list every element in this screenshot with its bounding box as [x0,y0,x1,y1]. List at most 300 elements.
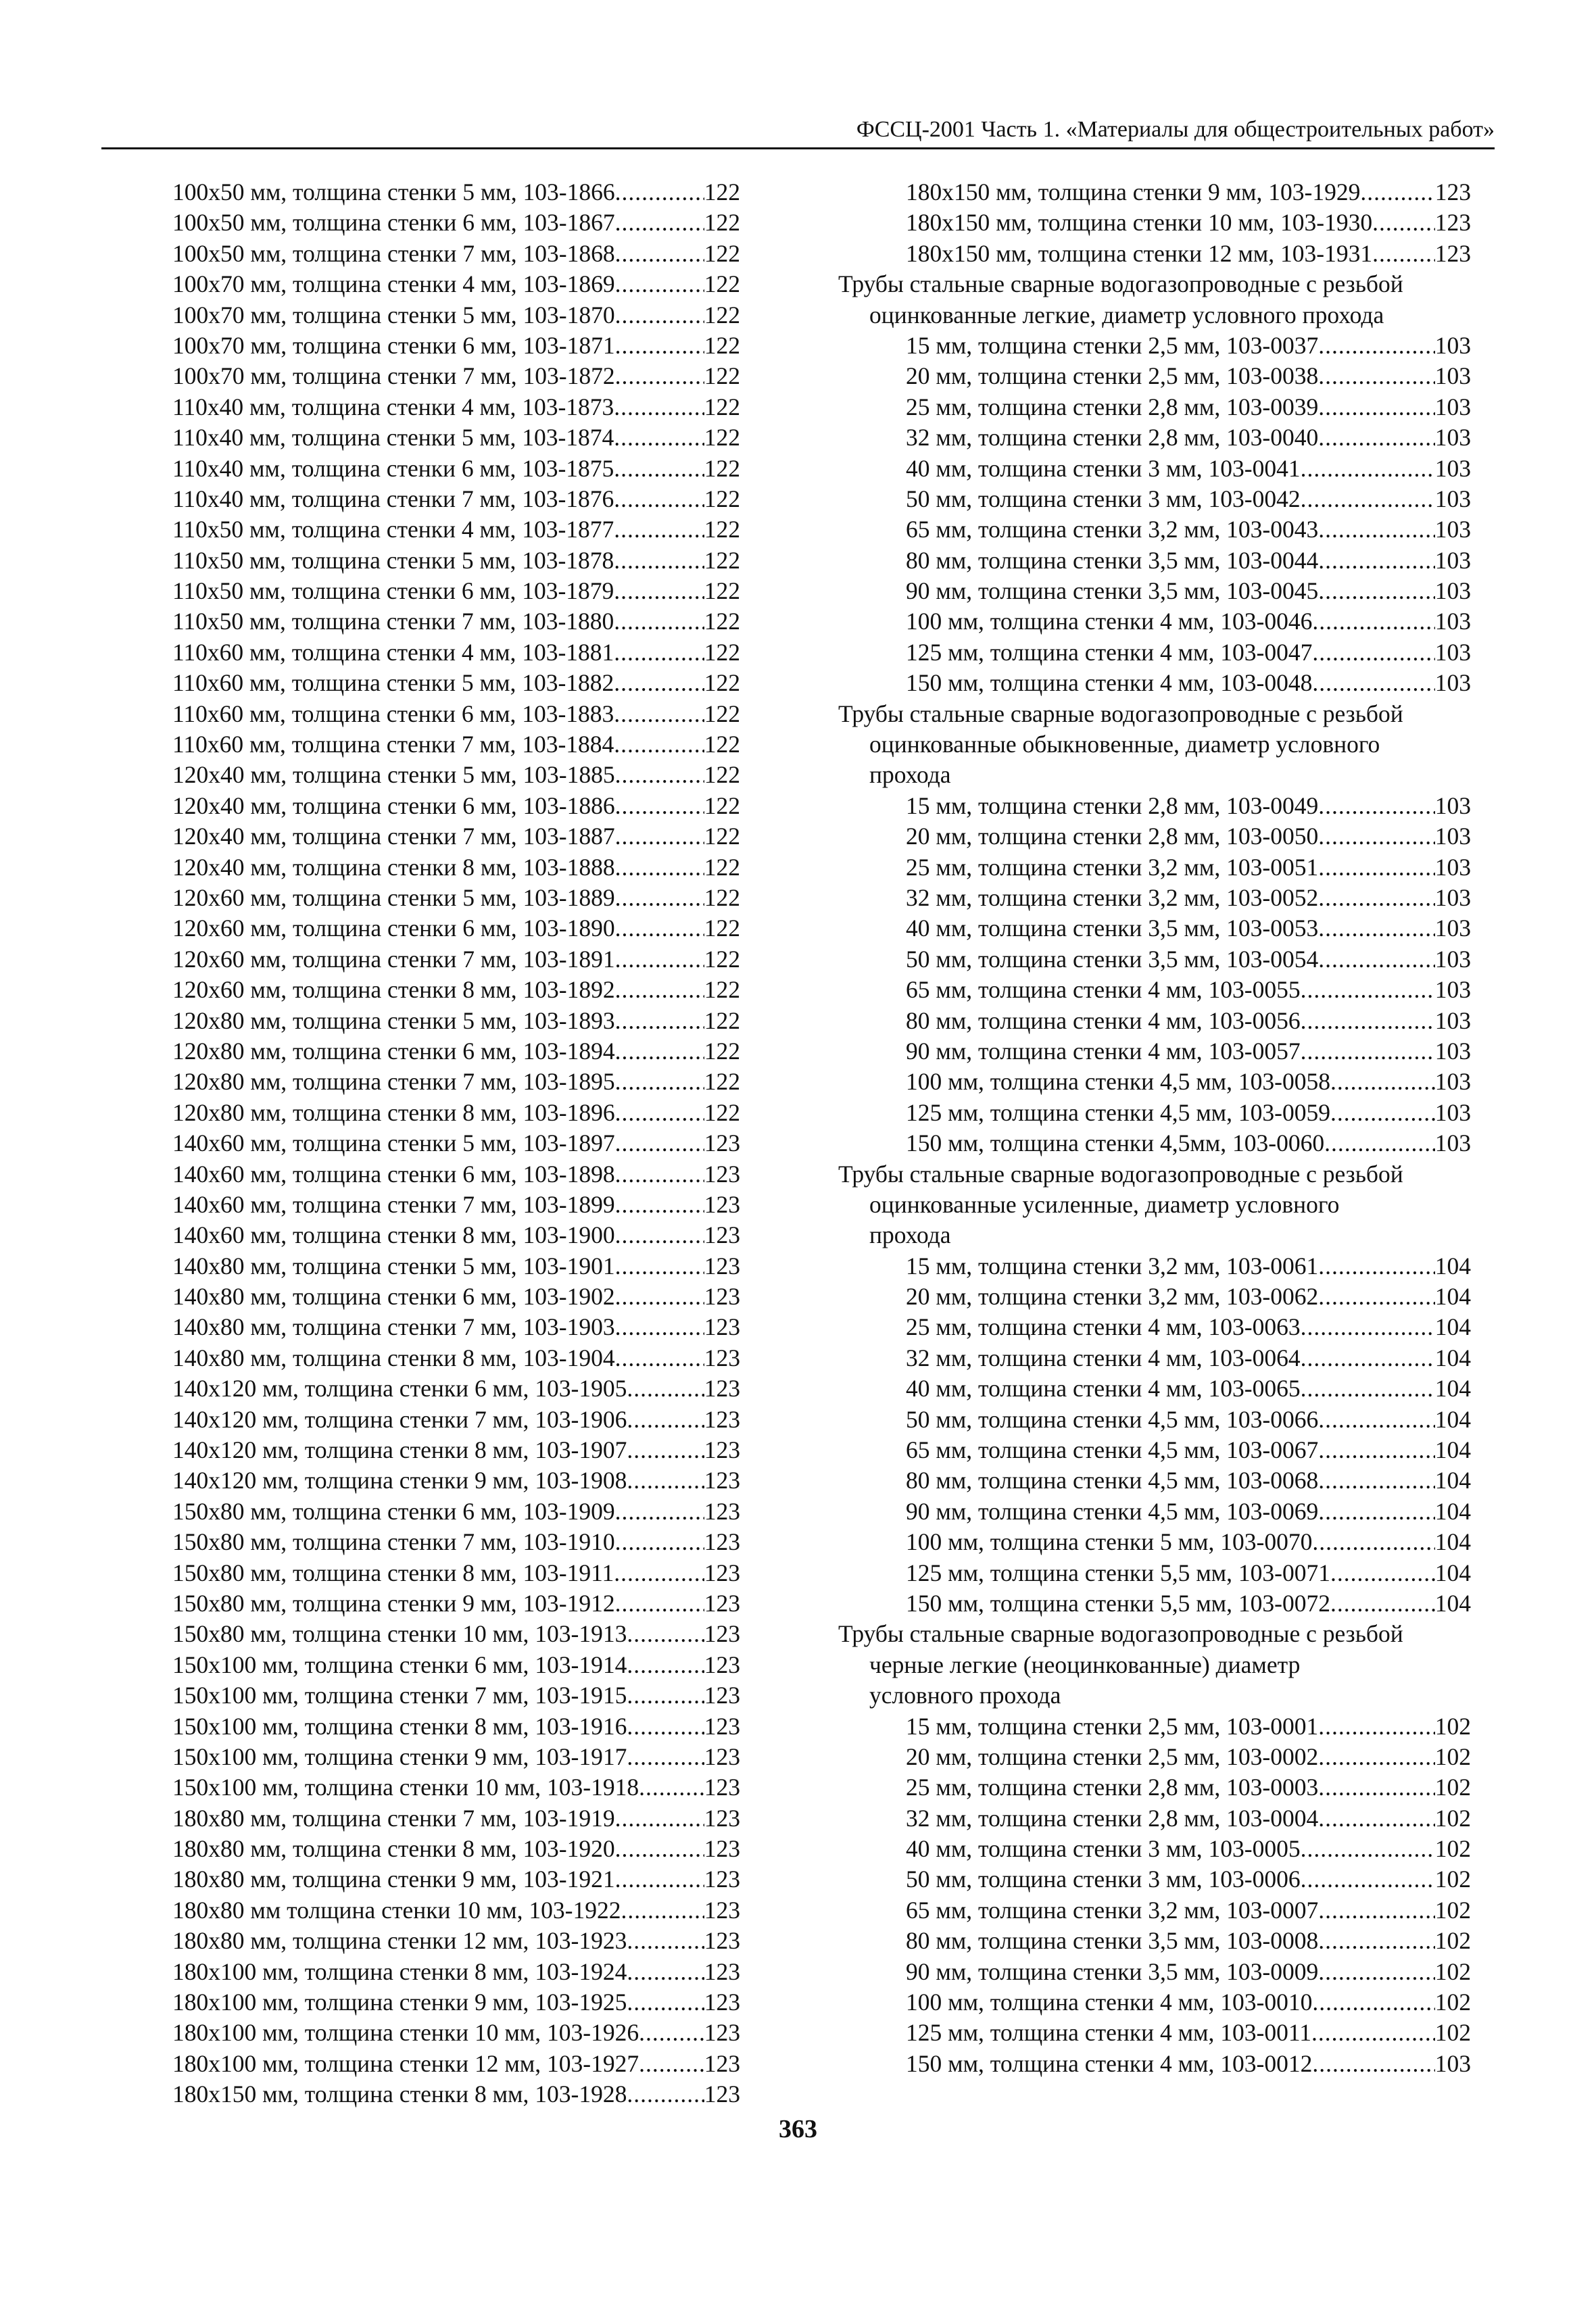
dot-leader [614,576,704,606]
dot-leader [614,699,704,729]
entry-page-ref: 103 [1434,516,1471,543]
entry-page-ref: 102 [1434,2019,1471,2047]
dot-leader [1330,1098,1435,1128]
index-entry [172,2018,740,2048]
index-entry [838,1926,1471,1956]
entry-text: 150 мм, толщина стенки 5,5 мм, 103-0072 [906,1589,1330,1617]
dot-leader [615,944,704,975]
index-entry [172,269,740,299]
dot-leader [1301,1834,1435,1864]
dot-leader [627,1711,704,1742]
entry-text: 180x100 мм, толщина стенки 12 мм, 103-1927 [172,2049,639,2077]
dot-leader [627,1405,704,1435]
entry-text: 180x150 мм, толщина стенки 8 мм, 103-1928 [172,2080,627,2108]
dot-leader [627,1619,704,1649]
entry-text: 32 мм, толщина стенки 3,2 мм, 103-0052 [906,883,1319,911]
index-entry [172,1496,740,1527]
entry-page-ref: 104 [1434,1405,1471,1433]
entry-page-ref: 123 [704,1405,740,1433]
index-entry [172,821,740,852]
entry-text: 20 мм, толщина стенки 2,5 мм, 103-0002 [906,1743,1319,1770]
entry-text: 15 мм, толщина стенки 3,2 мм, 103-0061 [906,1252,1319,1280]
index-entry [838,668,1471,698]
entry-page-ref: 103 [1434,608,1471,635]
entry-text: 180x150 мм, толщина стенки 10 мм, 103-1930 [906,209,1373,237]
entry-page-ref: 122 [704,362,740,390]
dot-leader [1301,1373,1435,1404]
index-entry [838,545,1471,576]
index-entry [172,760,740,790]
entry-text: 15 мм, толщина стенки 2,8 мм, 103-0049 [906,791,1319,819]
dot-leader [1318,1742,1435,1772]
index-entry [838,2018,1471,2048]
index-entry [838,944,1471,975]
entry-page-ref: 123 [704,1620,740,1648]
entry-text: 100x70 мм, толщина стенки 6 мм, 103-1871 [172,331,615,359]
entry-page-ref: 122 [704,700,740,727]
entry-text: 20 мм, толщина стенки 3,2 мм, 103-0062 [906,1283,1319,1311]
entry-text: 25 мм, толщина стенки 2,8 мм, 103-0003 [906,1774,1319,1801]
index-entry [172,1190,740,1220]
dot-leader [615,1098,704,1128]
index-entry [172,177,740,208]
dot-leader [639,2018,704,2048]
entry-page-ref: 103 [1434,853,1471,881]
entry-page-ref: 104 [1434,1344,1471,1371]
entry-text: 80 мм, толщина стенки 3,5 мм, 103-0008 [906,1927,1319,1955]
dot-leader [1318,1465,1435,1496]
entry-text: 180x80 мм толщина стенки 10 мм, 103-1922 [172,1896,621,1924]
index-entry [838,606,1471,637]
dot-leader [627,1742,704,1772]
entry-page-ref: 123 [704,1927,740,1955]
dot-leader [615,1496,704,1527]
entry-page-ref: 123 [704,1989,740,2016]
index-entry [172,1680,740,1711]
entry-page-ref: 122 [704,239,740,267]
entry-text: 110x60 мм, толщина стенки 4 мм, 103-1881 [172,638,614,666]
index-entry [172,1711,740,1742]
index-entry [838,975,1471,1005]
entry-page-ref: 123 [704,1436,740,1464]
index-entry [172,1834,740,1864]
index-entry [172,729,740,760]
entry-page-ref: 122 [704,915,740,942]
index-entry [838,1465,1471,1496]
entry-text: 65 мм, толщина стенки 4,5 мм, 103-0067 [906,1436,1319,1464]
entry-page-ref: 103 [1434,485,1471,512]
index-entry [172,331,740,361]
entry-text: 65 мм, толщина стенки 4 мм, 103-0055 [906,976,1301,1004]
index-entry [838,852,1471,883]
index-entry [838,791,1471,821]
entry-page-ref: 102 [1434,1866,1471,1893]
index-entry [172,454,740,484]
entry-text: 140x60 мм, толщина стенки 8 мм, 103-1900 [172,1221,615,1249]
entry-text: 150x100 мм, толщина стенки 8 мм, 103-1916 [172,1712,627,1740]
entry-page-ref: 102 [1434,1957,1471,1985]
entry-page-ref: 123 [704,1896,740,1924]
entry-text: 120x40 мм, толщина стенки 7 мм, 103-1887 [172,823,615,850]
entry-page-ref: 103 [1434,823,1471,850]
entry-page-ref: 103 [1434,1037,1471,1065]
entry-page-ref: 104 [1434,1467,1471,1494]
entry-text: 120x80 мм, толщина стенки 6 мм, 103-1894 [172,1037,615,1065]
dot-leader [1318,514,1435,545]
entry-text: 100 мм, толщина стенки 4 мм, 103-0046 [906,608,1313,635]
entry-text: 120x40 мм, толщина стенки 5 мм, 103-1885 [172,761,615,789]
entry-page-ref: 103 [1434,638,1471,666]
entry-text: 40 мм, толщина стенки 3 мм, 103-0005 [906,1835,1301,1863]
index-entry [172,1282,740,1312]
dot-leader [615,1834,704,1864]
index-entry [838,1343,1471,1373]
entry-text: 120x60 мм, толщина стенки 8 мм, 103-1892 [172,976,615,1004]
entry-page-ref: 123 [1434,209,1471,237]
section-heading: черные легкие (неоцинкованные) диаметр [869,1651,1301,1678]
entry-page-ref: 122 [704,454,740,482]
entry-page-ref: 123 [704,1190,740,1218]
index-entry [172,1742,740,1772]
dot-leader [1318,545,1435,576]
dot-leader [627,1680,704,1711]
dot-leader [1312,668,1434,698]
entry-page-ref: 104 [1434,1283,1471,1311]
dot-leader [639,2049,704,2079]
dot-leader [615,1067,704,1097]
entry-text: 140x80 мм, толщина стенки 5 мм, 103-1901 [172,1252,615,1280]
section-heading: оцинкованные усиленные, диаметр условного [869,1190,1340,1218]
index-entry [172,392,740,422]
index-entry [838,1496,1471,1527]
entry-page-ref: 122 [704,976,740,1004]
index-entry [172,1957,740,1987]
entry-text: 50 мм, толщина стенки 3 мм, 103-0042 [906,485,1301,512]
dot-leader [614,606,704,637]
entry-page-ref: 103 [1434,362,1471,390]
dot-leader [1324,1128,1435,1159]
entry-page-ref: 103 [1434,577,1471,605]
entry-page-ref: 104 [1434,1497,1471,1525]
dot-leader [1318,791,1435,821]
index-entry [172,1772,740,1803]
entry-page-ref: 122 [704,823,740,850]
dot-leader [615,1128,704,1159]
entry-page-ref: 122 [704,577,740,605]
index-entry [172,1373,740,1404]
index-entry [172,944,740,975]
entry-text: 110x50 мм, толщина стенки 7 мм, 103-1880 [172,608,614,635]
entry-text: 150x80 мм, толщина стенки 7 мм, 103-1910 [172,1528,615,1556]
entry-page-ref: 122 [704,791,740,819]
entry-page-ref: 123 [704,1957,740,1985]
entry-page-ref: 122 [704,1098,740,1126]
dot-leader [1330,1558,1435,1588]
entry-page-ref: 103 [1434,2049,1471,2077]
entry-text: 150 мм, толщина стенки 4 мм, 103-0048 [906,669,1313,697]
dot-leader [1318,1772,1435,1803]
dot-leader [615,1220,704,1250]
section-heading: Трубы стальные сварные водогазопроводные с резьбой [838,1620,1403,1648]
dot-leader [1318,1711,1435,1742]
entry-text: 125 мм, толщина стенки 5,5 мм, 103-0071 [906,1559,1330,1586]
dot-leader [614,514,704,545]
entry-text: 150x100 мм, толщина стенки 6 мм, 103-1914 [172,1651,627,1678]
entry-text: 100x50 мм, толщина стенки 6 мм, 103-1867 [172,209,615,237]
index-entry [838,208,1471,238]
section-heading: прохода [869,761,951,789]
dot-leader [615,1036,704,1067]
dot-leader [1318,422,1435,453]
entry-text: 65 мм, толщина стенки 3,2 мм, 103-0007 [906,1896,1319,1924]
entry-page-ref: 123 [704,1221,740,1249]
dot-leader [627,1926,704,1956]
dot-leader [627,1957,704,1987]
entry-text: 110x50 мм, толщина стенки 6 мм, 103-1879 [172,577,614,605]
index-entry [172,1588,740,1619]
entry-text: 90 мм, толщина стенки 4 мм, 103-0057 [906,1037,1301,1065]
entry-text: 100 мм, толщина стенки 4 мм, 103-0010 [906,1989,1313,2016]
index-entry [172,545,740,576]
entry-text: 125 мм, толщина стенки 4 мм, 103-0047 [906,638,1313,666]
entry-page-ref: 122 [704,209,740,237]
entry-text: 110x40 мм, толщина стенки 6 мм, 103-1875 [172,454,614,482]
index-entry [838,1772,1471,1803]
index-entry [172,576,740,606]
dot-leader [1312,606,1434,637]
index-entry [172,1405,740,1435]
entry-text: 180x80 мм, толщина стенки 8 мм, 103-1920 [172,1835,615,1863]
dot-leader [615,975,704,1005]
entry-text: 40 мм, толщина стенки 3 мм, 103-0041 [906,454,1301,482]
dot-leader [614,422,704,453]
entry-page-ref: 123 [704,1774,740,1801]
dot-leader [615,821,704,852]
index-entry [172,1159,740,1190]
index-entry [172,913,740,944]
entry-text: 80 мм, толщина стенки 4 мм, 103-0056 [906,1006,1301,1034]
entry-text: 50 мм, толщина стенки 4,5 мм, 103-0066 [906,1405,1319,1433]
dot-leader [1318,852,1435,883]
entry-text: 32 мм, толщина стенки 2,8 мм, 103-0004 [906,1804,1319,1832]
entry-text: 50 мм, толщина стенки 3 мм, 103-0006 [906,1866,1301,1893]
entry-text: 120x60 мм, толщина стенки 7 мм, 103-1891 [172,945,615,973]
dot-leader [627,1465,704,1496]
dot-leader [615,1190,704,1220]
dot-leader [1318,1251,1435,1282]
entry-text: 25 мм, толщина стенки 4 мм, 103-0063 [906,1313,1301,1341]
entry-page-ref: 123 [1434,239,1471,267]
entry-page-ref: 123 [704,1129,740,1157]
entry-page-ref: 103 [1434,945,1471,973]
entry-page-ref: 123 [704,1712,740,1740]
entry-page-ref: 104 [1434,1436,1471,1464]
entry-text: 125 мм, толщина стенки 4,5 мм, 103-0059 [906,1098,1330,1126]
dot-leader [615,208,704,238]
entry-text: 110x40 мм, толщина стенки 5 мм, 103-1874 [172,424,614,452]
dot-leader [1318,1803,1435,1834]
section-heading: Трубы стальные сварные водогазопроводные с резьбой [838,1160,1403,1188]
index-entry [172,514,740,545]
dot-leader [1318,1435,1435,1465]
index-entry [838,821,1471,852]
index-entry [172,1527,740,1557]
index-entry [838,454,1471,484]
index-entry [172,1098,740,1128]
entry-text: 110x60 мм, толщина стенки 7 мм, 103-1884 [172,731,614,758]
dot-leader [615,1251,704,1282]
dot-leader [614,1558,704,1588]
dot-leader [615,883,704,913]
entry-text: 180x80 мм, толщина стенки 12 мм, 103-1923 [172,1927,627,1955]
index-entry [172,1220,740,1250]
entry-page-ref: 102 [1434,1804,1471,1832]
index-entry [172,668,740,698]
entry-page-ref: 103 [1434,1129,1471,1157]
dot-leader [1301,1864,1435,1895]
entry-text: 32 мм, толщина стенки 4 мм, 103-0064 [906,1344,1301,1371]
entry-page-ref: 122 [704,270,740,298]
index-entry [838,177,1471,208]
index-entry [838,1405,1471,1435]
entry-text: 110x40 мм, толщина стенки 7 мм, 103-1876 [172,485,614,512]
entry-page-ref: 103 [1434,669,1471,697]
dot-leader [1301,1343,1435,1373]
index-entry [838,1527,1471,1557]
entry-page-ref: 123 [704,2019,740,2047]
entry-page-ref: 122 [704,608,740,635]
entry-text: 90 мм, толщина стенки 4,5 мм, 103-0069 [906,1497,1319,1525]
entry-page-ref: 122 [704,301,740,328]
entry-page-ref: 123 [704,1804,740,1832]
index-entry [172,1926,740,1956]
index-column-right [838,177,1471,2079]
entry-text: 140x80 мм, толщина стенки 6 мм, 103-1902 [172,1283,615,1311]
index-entry [172,422,740,453]
dot-leader [1311,2018,1435,2048]
index-entry [172,637,740,668]
entry-page-ref: 122 [704,546,740,574]
index-entry [838,1067,1471,1097]
entry-page-ref: 123 [704,1589,740,1617]
entry-text: 100x70 мм, толщина стенки 5 мм, 103-1870 [172,301,615,328]
dot-leader [1318,361,1435,391]
index-entry [838,576,1471,606]
dot-leader [1301,1006,1435,1036]
entry-page-ref: 122 [704,424,740,452]
dot-leader [639,1772,704,1803]
entry-page-ref: 123 [704,1743,740,1770]
dot-leader [615,1527,704,1557]
entry-text: 140x120 мм, толщина стенки 9 мм, 103-1908 [172,1467,627,1494]
entry-text: 180x100 мм, толщина стенки 10 мм, 103-1926 [172,2019,639,2047]
entry-page-ref: 103 [1434,791,1471,819]
index-entry [172,208,740,238]
dot-leader [615,1159,704,1190]
entry-text: 150x100 мм, толщина стенки 7 мм, 103-1915 [172,1682,627,1709]
dot-leader [1318,331,1435,361]
dot-leader [615,300,704,331]
entry-text: 110x60 мм, толщина стенки 5 мм, 103-1882 [172,669,614,697]
index-entry [838,2049,1471,2079]
dot-leader [627,1373,704,1404]
dot-leader [615,791,704,821]
index-entry [172,1312,740,1342]
entry-page-ref: 123 [704,1283,740,1311]
index-entry [838,422,1471,453]
entry-text: 100x50 мм, толщина стенки 7 мм, 103-1868 [172,239,615,267]
dot-leader [1318,883,1435,913]
index-entry [172,1067,740,1097]
index-entry [838,1282,1471,1312]
index-entry [172,361,740,391]
entry-page-ref: 123 [704,1682,740,1709]
entry-text: 100x50 мм, толщина стенки 5 мм, 103-1866 [172,178,615,205]
entry-page-ref: 123 [704,1559,740,1586]
entry-text: 40 мм, толщина стенки 4 мм, 103-0065 [906,1375,1301,1403]
dot-leader [615,852,704,883]
index-entry [172,2049,740,2079]
index-entry [838,637,1471,668]
entry-text: 140x60 мм, толщина стенки 6 мм, 103-1898 [172,1160,615,1188]
entry-page-ref: 122 [704,516,740,543]
index-entry [172,1895,740,1926]
entry-page-ref: 123 [704,1528,740,1556]
entry-text: 25 мм, толщина стенки 2,8 мм, 103-0039 [906,393,1319,420]
entry-text: 120x60 мм, толщина стенки 5 мм, 103-1889 [172,883,615,911]
index-entry [172,1343,740,1373]
page-number: 363 [779,2115,817,2143]
entry-page-ref: 122 [704,761,740,789]
index-entry [838,1098,1471,1128]
entry-text: 100x70 мм, толщина стенки 7 мм, 103-1872 [172,362,615,390]
index-entry [838,484,1471,514]
index-entry [172,1987,740,2018]
index-entry [838,1435,1471,1465]
entry-page-ref: 102 [1434,1835,1471,1863]
entry-text: 140x120 мм, толщина стенки 8 мм, 103-1907 [172,1436,627,1464]
index-entry [172,699,740,729]
entry-page-ref: 123 [704,1835,740,1863]
entry-text: 120x80 мм, толщина стенки 8 мм, 103-1896 [172,1098,615,1126]
index-column-left [172,177,740,2110]
entry-page-ref: 103 [1434,393,1471,420]
dot-leader [614,668,704,698]
index-entry [172,1036,740,1067]
entry-text: 140x60 мм, толщина стенки 5 мм, 103-1897 [172,1129,615,1157]
entry-page-ref: 123 [704,1344,740,1371]
entry-page-ref: 123 [704,2080,740,2108]
index-entry [838,361,1471,391]
entry-text: 15 мм, толщина стенки 2,5 мм, 103-0001 [906,1712,1319,1740]
dot-leader [1360,177,1434,208]
entry-text: 120x80 мм, толщина стенки 7 мм, 103-1895 [172,1068,615,1096]
dot-leader [614,454,704,484]
index-entry [172,1006,740,1036]
entry-page-ref: 104 [1434,1375,1471,1403]
entry-text: 110x60 мм, толщина стенки 6 мм, 103-1883 [172,700,614,727]
entry-page-ref: 104 [1434,1589,1471,1617]
entry-text: 180x80 мм, толщина стенки 9 мм, 103-1921 [172,1866,615,1893]
index-entry [838,1006,1471,1036]
entry-page-ref: 123 [704,1252,740,1280]
entry-page-ref: 102 [1434,1774,1471,1801]
dot-leader [1318,1926,1435,1956]
entry-page-ref: 103 [1434,915,1471,942]
index-entry [838,1373,1471,1404]
running-header: ФССЦ-2001 Часть 1. «Материалы для общестроительных работ» [101,115,1495,149]
index-entry [838,1588,1471,1619]
